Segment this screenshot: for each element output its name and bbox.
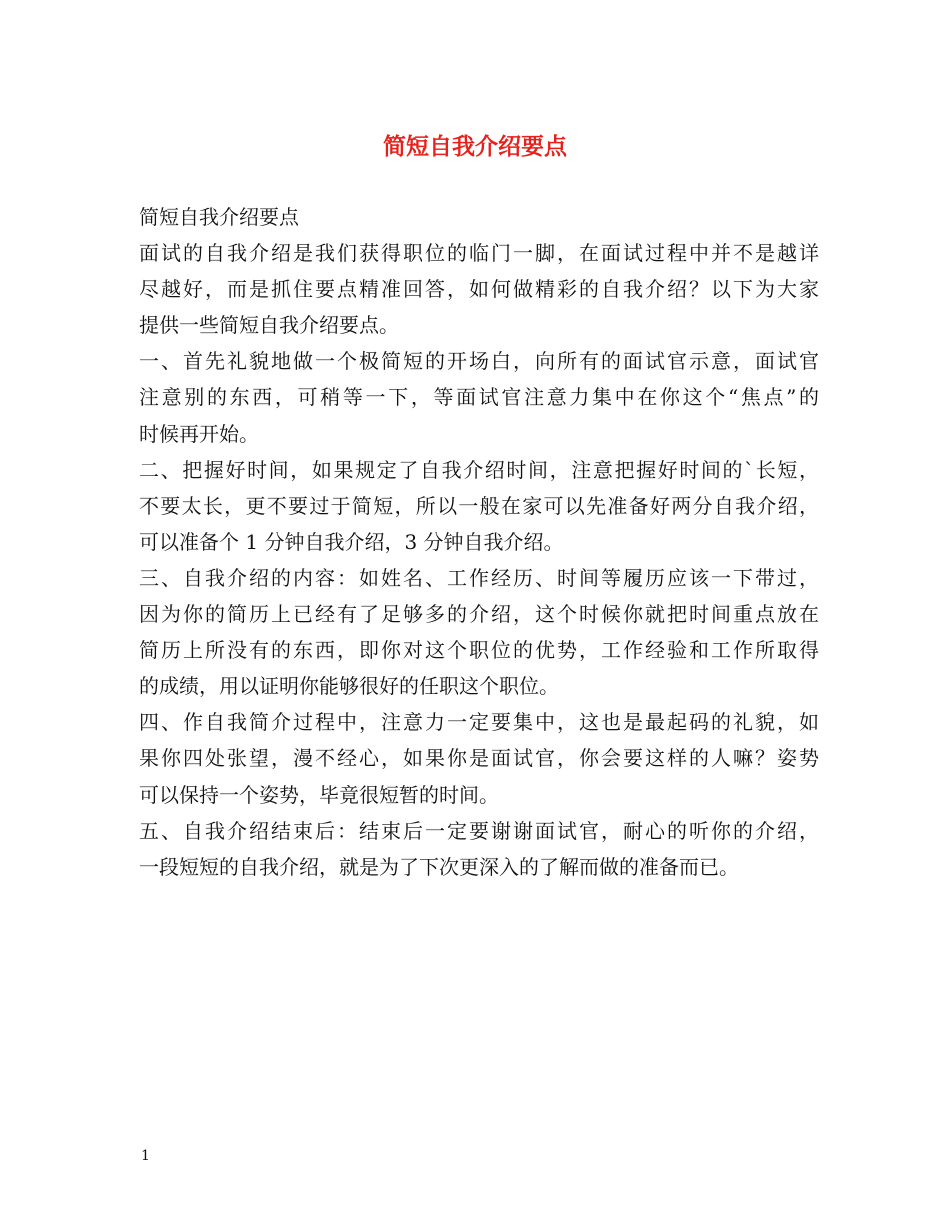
body-text-line: 可以准备个 1 分钟自我介绍，3 分钟自我介绍。 [139,529,564,554]
body-text-line: 四、作自我简介过程中，注意力一定要集中，这也是最起码的礼貌，如 [139,710,819,735]
body-text-line: 五、自我介绍结束后：结束后一定要谢谢面试官，耐心的听你的介绍， [139,818,819,843]
body-text-line: 提供一些简短自我介绍要点。 [139,313,399,338]
body-heading-line: 简短自我介绍要点 [139,205,299,229]
body-text-line: 因为你的简历上已经有了足够多的介绍，这个时候你就把时间重点放在 [139,602,819,627]
document-body [139,199,819,885]
body-text-line: 面试的自我介绍是我们获得职位的临门一脚，在面试过程中并不是越详 [139,241,819,266]
body-text-line: 简历上所没有的东西，即你对这个职位的优势，工作经验和工作所取得 [139,638,819,663]
body-text-line: 果你四处张望，漫不经心，如果你是面试官，你会要这样的人嘛？姿势 [139,746,819,771]
document-title: 简短自我介绍要点 [383,133,567,160]
body-text-line: 时候再开始。 [139,421,259,446]
body-text-line: 一段短短的自我介绍，就是为了下次更深入的了解而做的准备而已。 [139,854,739,879]
body-text-line: 一、首先礼貌地做一个极简短的开场白，向所有的面试官示意，面试官 [139,349,819,374]
page-number: 1 [141,1148,150,1164]
body-text-line: 注意别的东西，可稍等一下，等面试官注意力集中在你这个“焦点”的 [139,385,819,410]
body-text-line: 的成绩，用以证明你能够很好的任职这个职位。 [139,674,559,699]
body-text-line: 可以保持一个姿势，毕竟很短暂的时间。 [139,782,499,807]
body-text-line: 三、自我介绍的内容：如姓名、工作经历、时间等履历应该一下带过， [139,565,819,590]
body-text-line: 二、把握好时间，如果规定了自我介绍时间，注意把握好时间的`长短， [139,457,819,482]
body-text-line: 尽越好，而是抓住要点精准回答，如何做精彩的自我介绍？以下为大家 [139,277,819,302]
body-text-line: 不要太长，更不要过于简短，所以一般在家可以先准备好两分自我介绍， [139,493,819,518]
